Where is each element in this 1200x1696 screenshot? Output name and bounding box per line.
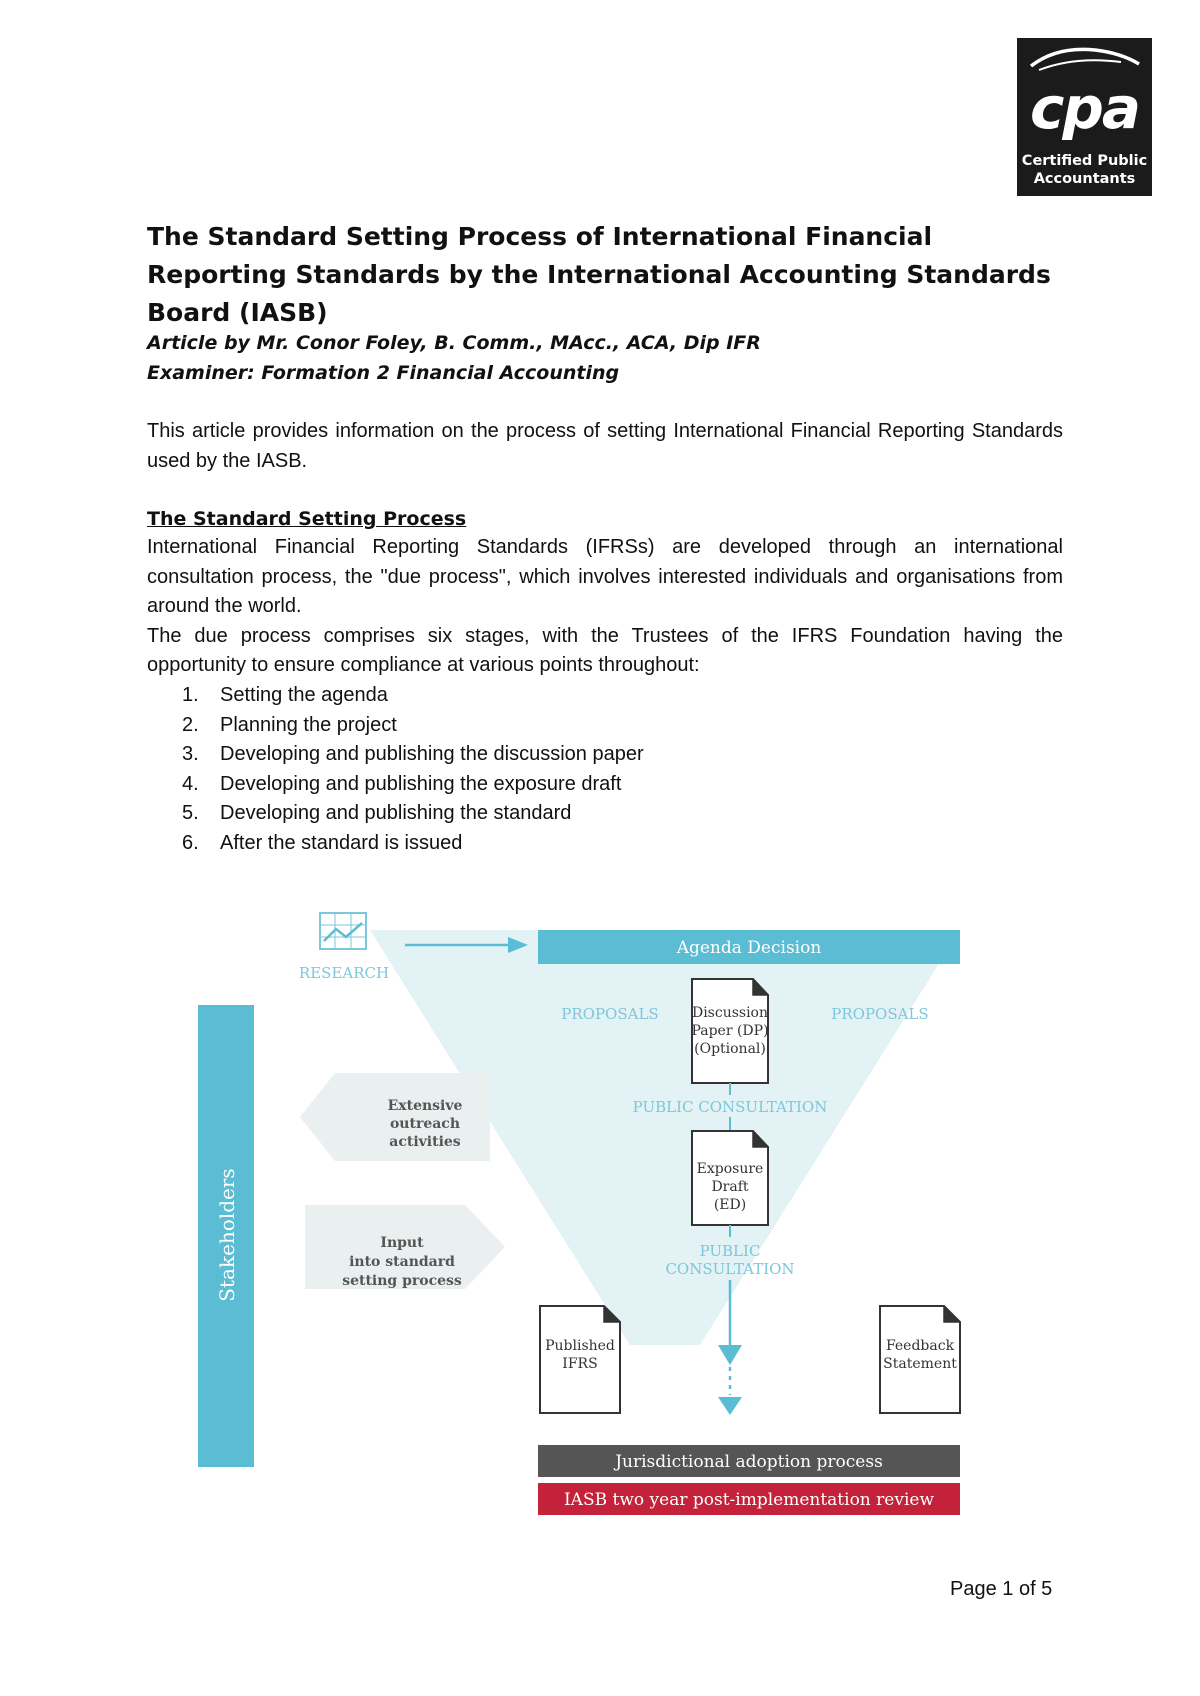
- jurisdictional-label: Jurisdictional adoption process: [615, 1452, 883, 1472]
- ed-line-3: (ED): [713, 1197, 747, 1213]
- public-consultation-2-line-1: PUBLIC: [699, 1242, 761, 1260]
- input-line-3: setting process: [342, 1273, 462, 1289]
- agenda-decision-label: Agenda Decision: [676, 938, 822, 958]
- list-item-number: 4.: [182, 772, 199, 795]
- list-item-number: 6.: [182, 831, 199, 854]
- post-review-label: IASB two year post-implementation review: [563, 1490, 935, 1510]
- body-paragraph-1: International Financial Reporting Standards (IFRSs) are developed through an international consultation process, the "due process", which involves interested individuals and organisations from around the world.: [147, 536, 1063, 617]
- logo-tagline-line2: Accountants: [1033, 171, 1136, 187]
- research-label: RESEARCH: [298, 964, 390, 982]
- outreach-line-3: activities: [389, 1134, 461, 1150]
- public-consultation-2-line-2: CONSULTATION: [665, 1260, 795, 1278]
- body-paragraph-2: The due process comprises six stages, with the Trustees of the IFRS Foundation having the opportunity to ensure compliance at various points throughout:: [147, 624, 1063, 676]
- list-item: [182, 799, 644, 829]
- section-heading: The Standard Setting Process: [147, 508, 467, 530]
- author-line: Article by Mr. Conor Foley, B. Comm., MAcc., ACA, Dip IFR: [147, 332, 761, 354]
- logo-tagline-line1: Certified Public: [1021, 153, 1148, 169]
- list-item-number: 1.: [182, 684, 199, 706]
- process-diagram: [180, 885, 980, 1535]
- dp-line-2: Paper (DP): [691, 1023, 769, 1039]
- list-item: [182, 711, 644, 741]
- logo-tagline: [1017, 152, 1152, 188]
- proposals-right-label: PROPOSALS: [831, 1005, 929, 1023]
- feedback-statement-document: [880, 1306, 960, 1413]
- outreach-line-2: outreach: [389, 1116, 461, 1132]
- list-item-text: After the standard is issued: [220, 831, 463, 854]
- intro-paragraph: This article provides information on the process of setting International Financial Reporting Standards used by the IASB.: [147, 420, 1063, 472]
- research-chart-icon: [320, 913, 366, 949]
- cpa-logo: [1017, 38, 1152, 196]
- public-consultation-1-label: PUBLIC CONSULTATION: [632, 1098, 828, 1116]
- exposure-draft-document: [692, 1131, 768, 1225]
- proposals-left-label: PROPOSALS: [561, 1005, 659, 1023]
- page-number: Page 1 of 5: [950, 1578, 1053, 1600]
- list-item-number: 5.: [182, 802, 199, 824]
- list-item-text: Developing and publishing the discussion paper: [220, 743, 644, 765]
- steps-list: [182, 681, 644, 858]
- list-item: [182, 829, 644, 859]
- list-item-text: Planning the project: [220, 713, 397, 736]
- discussion-paper-document: [691, 979, 768, 1083]
- input-line-2: into standard: [349, 1254, 455, 1270]
- published-ifrs-line-2: IFRS: [562, 1356, 598, 1372]
- dp-line-1: Discussion: [691, 1005, 769, 1021]
- list-item-number: 2.: [182, 713, 199, 736]
- feedback-line-2: Statement: [883, 1356, 957, 1372]
- document-title: The Standard Setting Process of International Financial Reporting Standards by the International Accounting Standards Board (IASB): [147, 222, 1051, 327]
- published-ifrs-line-1: Published: [545, 1338, 615, 1354]
- logo-word: cpa: [1029, 74, 1140, 142]
- dp-line-3: (Optional): [694, 1041, 766, 1057]
- feedback-line-1: Feedback: [885, 1338, 955, 1354]
- list-item: [182, 740, 644, 770]
- list-item: [182, 770, 644, 800]
- body-text: [147, 533, 1063, 681]
- ed-line-1: Exposure: [696, 1161, 764, 1177]
- list-item-text: Developing and publishing the exposure draft: [220, 772, 622, 795]
- published-ifrs-document: [540, 1306, 620, 1413]
- examiner-line: Examiner: Formation 2 Financial Accounting: [147, 362, 620, 384]
- list-item-number: 3.: [182, 743, 199, 765]
- outreach-line-1: Extensive: [387, 1098, 463, 1114]
- ed-line-2: Draft: [711, 1179, 749, 1195]
- input-line-1: Input: [380, 1235, 424, 1251]
- list-item-text: Developing and publishing the standard: [220, 802, 572, 824]
- stakeholders-label: Stakeholders: [215, 1168, 239, 1302]
- list-item: [182, 681, 644, 711]
- list-item-text: Setting the agenda: [220, 684, 388, 706]
- byline: [147, 328, 1067, 388]
